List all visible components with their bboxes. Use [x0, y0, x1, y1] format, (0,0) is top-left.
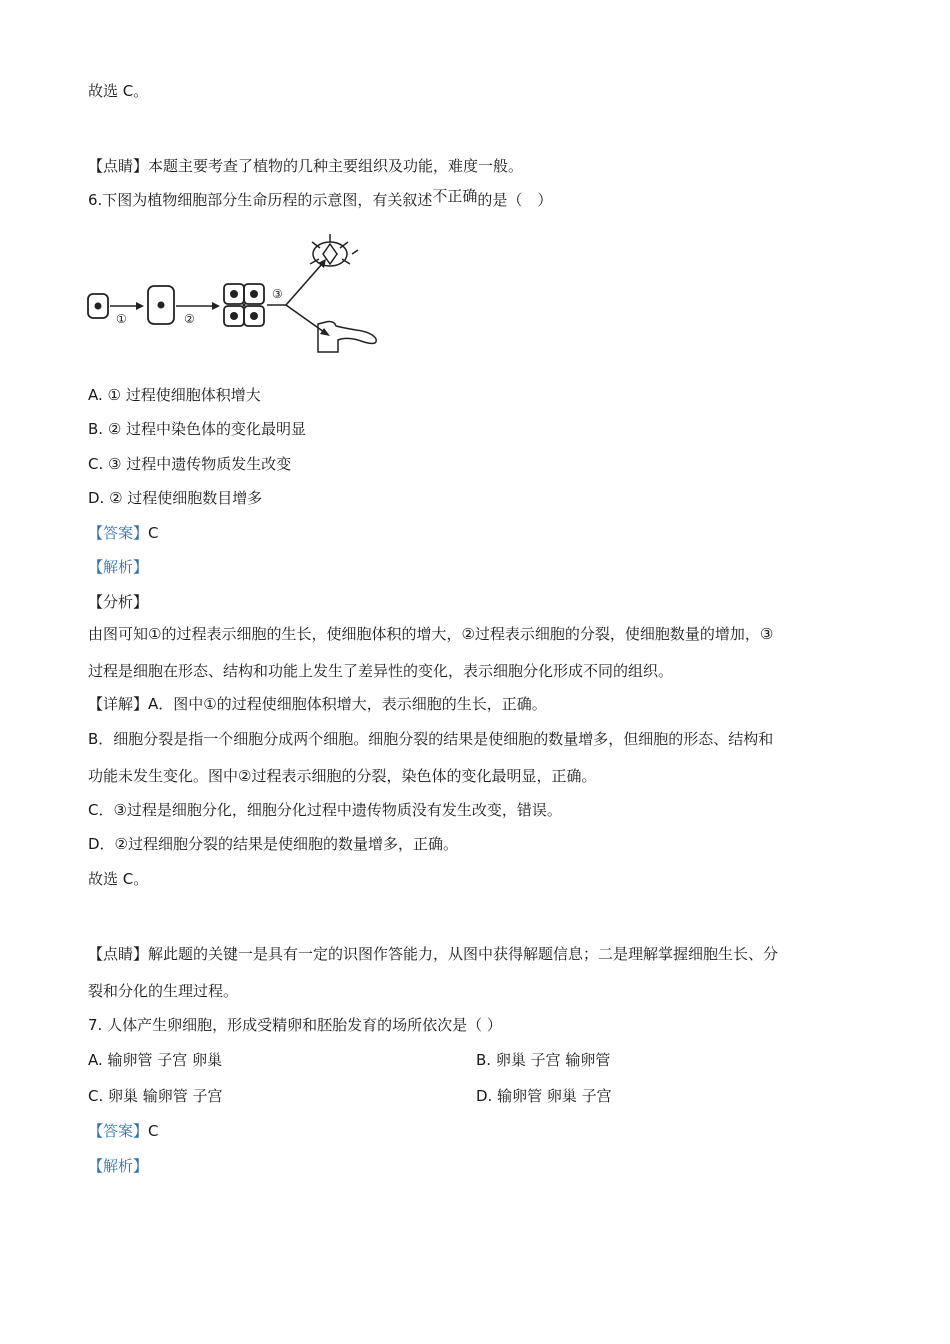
- step-1-label: ①: [116, 312, 127, 326]
- conclusion-text: 故选 C。: [88, 82, 149, 100]
- fenxi-tag: 【分析】: [88, 593, 149, 611]
- comment-line-2: 裂和分化的生理过程。: [88, 982, 239, 1000]
- detail-line-5: D．②过程细胞分裂的结果是使细胞的数量增多，正确。: [88, 835, 458, 853]
- question-6-stem-prefix: 6.下图为植物细胞部分生命历程的示意图，有关叙述: [88, 191, 433, 209]
- option-b: B. ② 过程中染色体的变化最明显: [88, 420, 307, 438]
- fenxi-line-2: 过程是细胞在形态、结构和功能上发生了差异性的变化，表示细胞分化形成不同的组织。: [88, 662, 674, 680]
- answer-row: [88, 523, 866, 543]
- analysis-tag: 【解析】: [88, 558, 149, 576]
- question-6-stem-suffix: 的是（ ）: [477, 191, 553, 209]
- q7-option-b: B. 卵巢 子宫 输卵管: [476, 1051, 611, 1069]
- q7-options-row-2: [88, 1086, 866, 1106]
- option-d: D. ② 过程使细胞数目增多: [88, 489, 263, 507]
- differentiated-cell-top: [310, 234, 358, 266]
- option-c: C. ③ 过程中遗传物质发生改变: [88, 455, 292, 473]
- answer-tag: 【答案】: [88, 524, 149, 542]
- answer-value: C: [148, 524, 159, 542]
- q7-option-a: A. 输卵管 子宫 卵巢: [88, 1051, 223, 1069]
- q7-option-c: C. 卵巢 输卵管 子宫: [88, 1087, 223, 1105]
- detail-line-3: 功能未发生变化。图中②过程表示细胞的分裂，染色体的变化最明显，正确。: [88, 767, 597, 785]
- q7-answer-value: C: [148, 1122, 159, 1140]
- q7-answer-tag: 【答案】: [88, 1122, 149, 1140]
- detail-line-2: B．细胞分裂是指一个细胞分成两个细胞。细胞分裂的结果是使细胞的数量增多，但细胞的形态、结构和: [88, 730, 774, 748]
- q7-analysis-tag: 【解析】: [88, 1157, 149, 1175]
- detail-line-4: C．③过程是细胞分化，细胞分化过程中遗传物质没有发生改变，错误。: [88, 801, 562, 819]
- question-6-stem: [88, 187, 866, 210]
- step-2-label: ②: [184, 312, 195, 326]
- option-a: A. ① 过程使细胞体积增大: [88, 386, 261, 404]
- step-3-label: ③: [272, 287, 283, 301]
- fenxi-line-1: 由图可知①的过程表示细胞的生长，使细胞体积的增大，②过程表示细胞的分裂，使细胞数量的增加，③: [88, 625, 774, 643]
- detail-line-6: 故选 C。: [88, 870, 149, 888]
- q7-answer-row: [88, 1121, 866, 1141]
- differentiated-cell-bottom: [318, 322, 376, 353]
- detail-line-1: 【详解】A．图中①的过程使细胞体积增大，表示细胞的生长，正确。: [88, 695, 547, 713]
- comment-text: 【点睛】本题主要考查了植物的几种主要组织及功能，难度一般。: [88, 157, 524, 175]
- cell-process-figure: [86, 228, 386, 362]
- question-6-stem-emphasis: 不正确: [432, 187, 478, 205]
- comment-line-1: 【点睛】解此题的关键一是具有一定的识图作答能力，从图中获得解题信息；二是理解掌握细胞生长、分: [88, 945, 779, 963]
- q7-option-d: D. 输卵管 卵巢 子宫: [476, 1087, 612, 1105]
- q7-options-row-1: [88, 1050, 866, 1070]
- question-7-stem: 7. 人体产生卵细胞，形成受精卵和胚胎发育的场所依次是（ ）: [88, 1016, 502, 1034]
